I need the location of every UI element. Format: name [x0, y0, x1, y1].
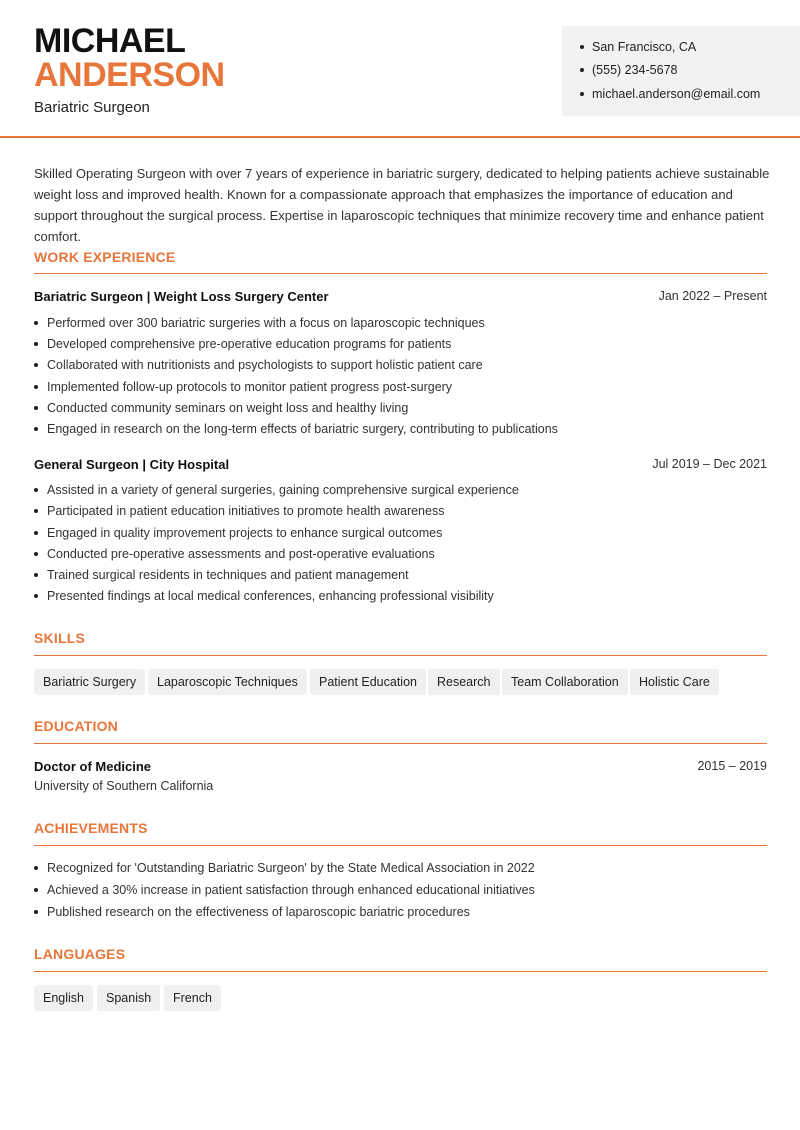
- section-divider: [34, 655, 767, 656]
- bullet-dot: [580, 68, 584, 72]
- section-divider: [34, 273, 767, 274]
- summary-paragraph: Skilled Operating Surgeon with over 7 years of experience in bariatric surgery, dedicated to helping patients achieve sustainable weight loss and improved health. Known for a compassionate approach that emphasizes the importance of education and support throughout the surgical process. Expertise in laparoscopic techniques that minimize recovery time and enhance patient comfort.: [34, 166, 770, 244]
- bullet-dot: [34, 385, 38, 389]
- list-item-text: Engaged in research on the long-term effects of bariatric surgery, contributing to publications: [47, 422, 558, 436]
- bullet-dot: [34, 531, 38, 535]
- bullet-dot: [34, 363, 38, 367]
- bullet-dot: [580, 92, 584, 96]
- section-divider: [34, 971, 767, 972]
- list-item-text: Presented findings at local medical conferences, enhancing professional visibility: [47, 589, 494, 603]
- skill-chip: Holistic Care: [630, 669, 719, 695]
- skill-chip: Bariatric Surgery: [34, 669, 145, 695]
- bullet-dot: [34, 573, 38, 577]
- bullet-dot: [34, 321, 38, 325]
- job-role: General Surgeon | City Hospital: [34, 457, 230, 472]
- job-title: Bariatric Surgeon: [34, 99, 150, 116]
- list-item-text: Participated in patient education initiatives to promote health awareness: [47, 504, 445, 518]
- bullet-dot: [34, 594, 38, 598]
- bullet-dot: [34, 488, 38, 492]
- list-item: [34, 483, 519, 497]
- email-link[interactable]: michael.anderson@email.com: [592, 87, 761, 101]
- resume-header: [0, 0, 800, 138]
- list-item: [34, 337, 451, 351]
- section-title-achievements: ACHIEVEMENTS: [34, 820, 148, 836]
- list-item-text: Assisted in a variety of general surgeries, gaining comprehensive surgical experience: [47, 483, 519, 497]
- list-item-text: Achieved a 30% increase in patient satisfaction through enhanced educational initiatives: [47, 883, 535, 897]
- list-item-text: Collaborated with nutritionists and psychologists to support holistic patient care: [47, 358, 483, 372]
- list-item-text: Trained surgical residents in techniques and patient management: [47, 568, 409, 582]
- bullet-dot: [34, 509, 38, 513]
- bullet-dot: [34, 910, 38, 914]
- first-name: MICHAEL: [34, 22, 186, 60]
- list-item: [34, 422, 558, 436]
- list-item: [34, 547, 435, 561]
- education-dates: 2015 – 2019: [697, 759, 767, 773]
- bullet-dot: [34, 342, 38, 346]
- list-item-text: Implemented follow-up protocols to monitor patient progress post-surgery: [47, 380, 453, 394]
- job-header: [34, 289, 767, 304]
- contact-email[interactable]: [580, 87, 760, 101]
- list-item: [34, 905, 470, 919]
- list-item-text: Conducted community seminars on weight loss and healthy living: [47, 401, 409, 415]
- list-item-text: Published research on the effectiveness of laparoscopic bariatric procedures: [47, 905, 470, 919]
- phone-text: (555) 234-5678: [592, 63, 678, 77]
- contact-location: [580, 40, 696, 54]
- section-divider: [34, 743, 767, 744]
- education-school: University of Southern California: [34, 779, 214, 793]
- contact-box: [562, 26, 800, 116]
- section-title-skills: SKILLS: [34, 630, 85, 646]
- list-item: [34, 358, 483, 372]
- job-header: [34, 457, 767, 472]
- section-title-languages: LANGUAGES: [34, 946, 126, 962]
- bullet-dot: [34, 406, 38, 410]
- skill-chip: Research: [428, 669, 500, 695]
- job-dates: Jan 2022 – Present: [658, 289, 767, 303]
- job-dates: Jul 2019 – Dec 2021: [652, 457, 767, 471]
- list-item: [34, 568, 409, 582]
- skill-chip: Laparoscopic Techniques: [148, 669, 307, 695]
- list-item: [34, 316, 485, 330]
- language-chip: English: [34, 985, 93, 1011]
- bullet-dot: [34, 427, 38, 431]
- last-name: ANDERSON: [34, 56, 225, 94]
- section-title-work: WORK EXPERIENCE: [34, 249, 176, 265]
- list-item: [34, 861, 535, 875]
- bullet-dot: [34, 888, 38, 892]
- list-item-text: Engaged in quality improvement projects to enhance surgical outcomes: [47, 526, 443, 540]
- list-item: [34, 504, 444, 518]
- list-item-text: Developed comprehensive pre-operative education programs for patients: [47, 337, 452, 351]
- list-item: [34, 589, 494, 603]
- list-item: [34, 380, 452, 394]
- bullet-dot: [34, 866, 38, 870]
- list-item-text: Performed over 300 bariatric surgeries with a focus on laparoscopic techniques: [47, 316, 485, 330]
- education-degree: Doctor of Medicine: [34, 759, 152, 774]
- job-role: Bariatric Surgeon | Weight Loss Surgery Center: [34, 289, 329, 304]
- list-item-text: Recognized for 'Outstanding Bariatric Surgeon' by the State Medical Association in 2022: [47, 861, 535, 875]
- bullet-dot: [580, 45, 584, 49]
- list-item: [34, 526, 442, 540]
- skill-chip: Patient Education: [310, 669, 426, 695]
- list-item-text: Conducted pre-operative assessments and post-operative evaluations: [47, 547, 435, 561]
- list-item: [34, 401, 408, 415]
- skill-chip: Team Collaboration: [502, 669, 628, 695]
- language-chip: Spanish: [97, 985, 160, 1011]
- bullet-dot: [34, 552, 38, 556]
- section-divider: [34, 845, 767, 846]
- list-item: [34, 883, 535, 897]
- contact-phone: [580, 63, 677, 77]
- section-title-education: EDUCATION: [34, 718, 118, 734]
- language-chip: French: [164, 985, 221, 1011]
- location-text: San Francisco, CA: [592, 40, 697, 54]
